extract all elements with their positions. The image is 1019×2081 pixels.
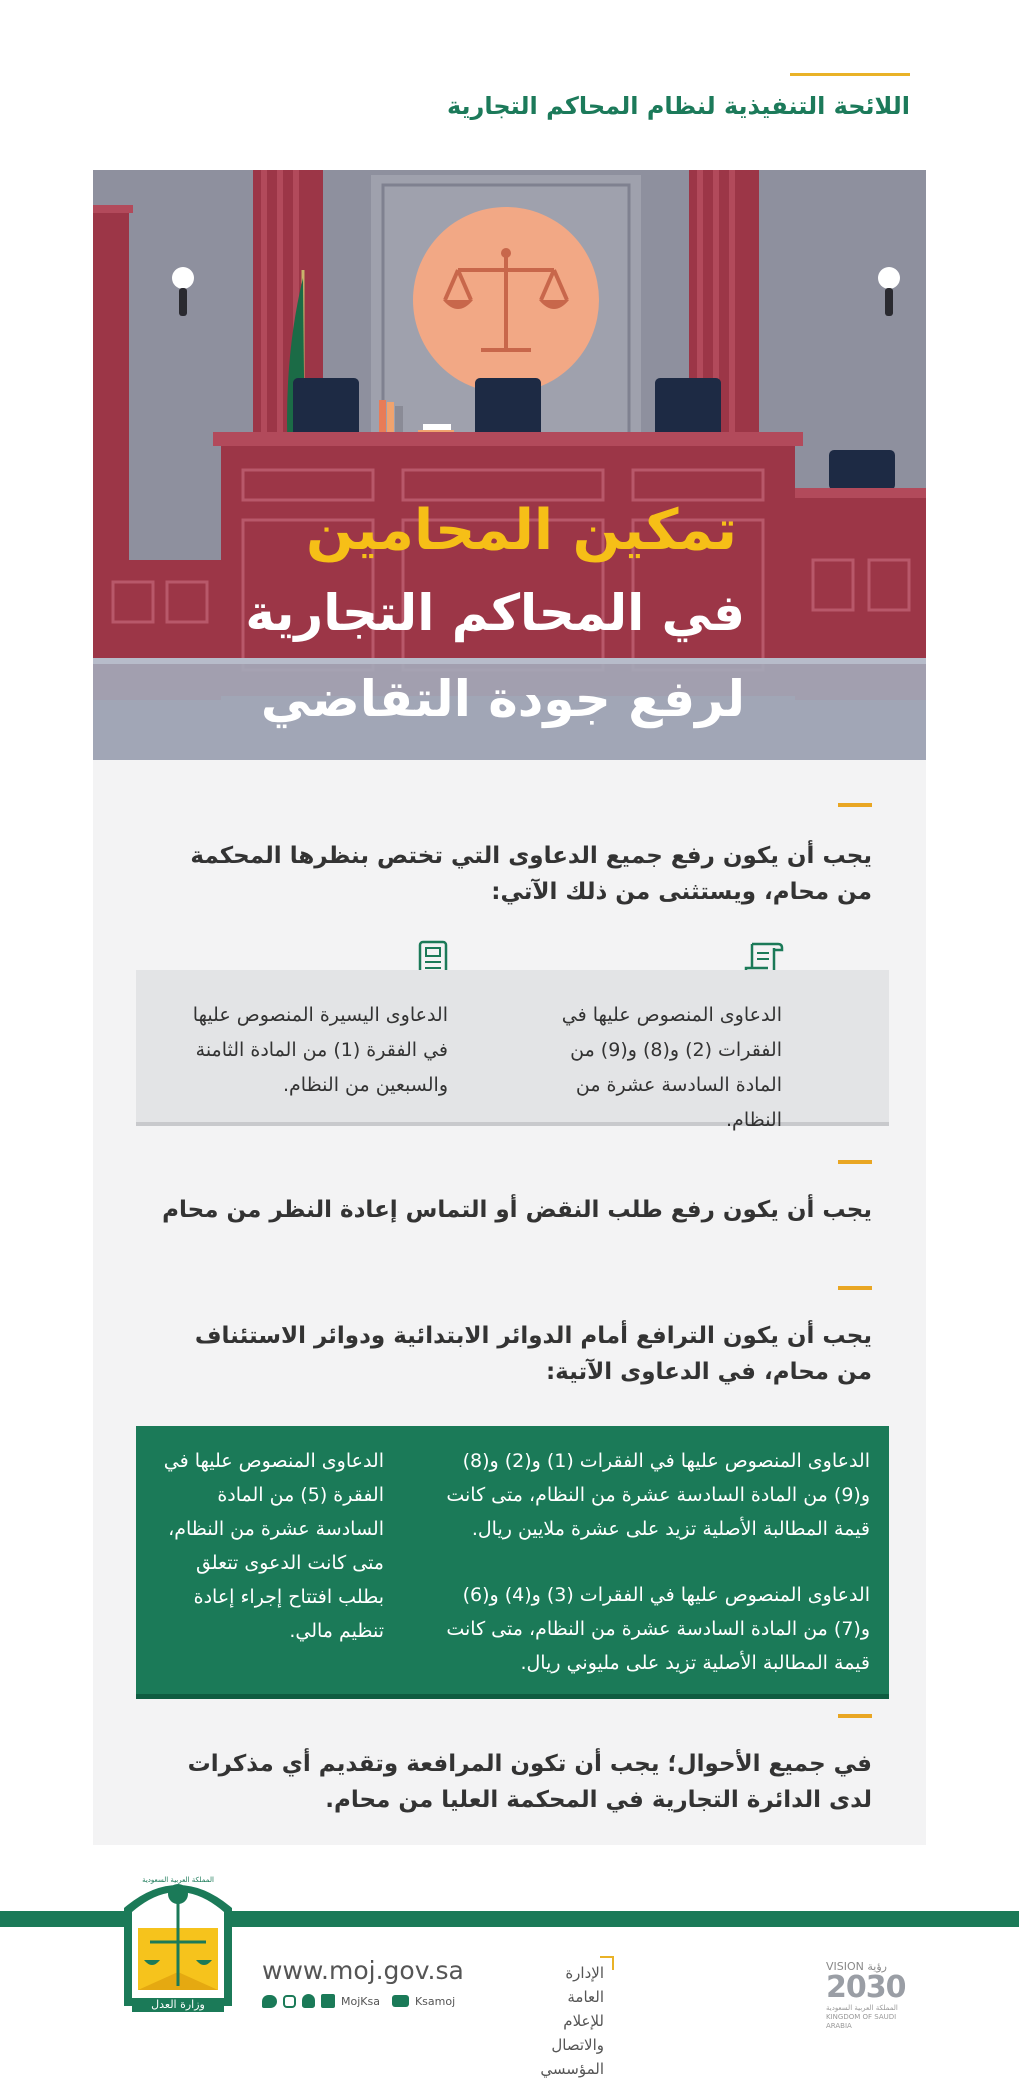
exception-right-text: الدعاوى المنصوص عليها في الفقرات (2) و(8) و(9) من المادة السادسة عشرة من النظام. <box>561 1004 782 1131</box>
section-1-dash <box>838 803 872 807</box>
logo-top-text: المملكة العربية السعودية <box>142 1876 214 1884</box>
youtube-icon[interactable] <box>392 1995 409 2007</box>
ministry-of-justice-logo <box>116 1868 240 2014</box>
appeal-case-left: الدعاوى المنصوص عليها في الفقرة (5) من المادة السادسة عشرة من النظام، متى كانت الدعوى تتعلق بطلب افتتاح إجراء إعادة تنظيم مالي. <box>163 1450 384 1642</box>
hero-title-line-2: في المحاكم التجارية <box>245 584 745 642</box>
appeal-case-right-1: الدعاوى المنصوص عليها في الفقرات (1) و(2) و(8) و(9) من المادة السادسة عشرة من النظام، متى كانت قيمة المطالبة الأصلية تزيد على عشرة ملايين ريال. <box>446 1450 870 1540</box>
social-handle-1: MojKsa <box>341 1994 380 2008</box>
vision-2030-logo: 2030 <box>826 1970 906 2005</box>
section-3-dash <box>838 1286 872 1290</box>
section-2-text: يجب أن يكون رفع طلب النقض أو التماس إعادة النظر من محام <box>162 1197 872 1223</box>
vision-label: VISION رؤية <box>826 1960 887 1973</box>
instagram-icon[interactable] <box>283 1995 296 2008</box>
linkedin-icon[interactable] <box>321 1994 335 2008</box>
exception-left-text: الدعاوى اليسيرة المنصوص عليها في الفقرة (1) من المادة الثامنة والسبعين من النظام. <box>192 1004 448 1096</box>
section-4-dash <box>838 1714 872 1718</box>
vision-subtitle: المملكة العربية السعودية KINGDOM OF SAUDI ARABIA <box>826 2004 898 2030</box>
snapchat-icon[interactable] <box>302 1994 315 2008</box>
section-3-text: يجب أن يكون الترافع أمام الدوائر الابتدائية ودوائر الاستئناف من محام، في الدعاوى الآتية: <box>194 1323 872 1385</box>
page-title: اللائحة التنفيذية لنظام المحاكم التجارية <box>446 92 910 120</box>
hero-title-line-1: تمكين المحامين <box>306 498 737 563</box>
social-links <box>262 1994 455 2008</box>
logo-bottom-text: وزارة العدل <box>151 1998 205 2011</box>
social-handle-2: Ksamoj <box>414 1994 456 2008</box>
hero-title-line-3: لرفع جودة التقاضي <box>260 670 745 728</box>
section-4-text: في جميع الأحوال؛ يجب أن تكون المرافعة وتقديم أي مذكرات لدى الدائرة التجارية في المحكمة العليا من محام. <box>187 1751 872 1813</box>
section-1-text: يجب أن يكون رفع جميع الدعاوى التي تختص بنظرها المحكمة من محام، ويستثنى من ذلك الآتي: <box>190 843 872 905</box>
media-department-name: الإدارة العامة للإعلام والاتصال المؤسسي <box>540 1964 604 2078</box>
website-url[interactable]: www.moj.gov.sa <box>262 1956 464 1985</box>
appeal-case-right-2: الدعاوى المنصوص عليها في الفقرات (3) و(4) و(6) و(7) من المادة السادسة عشرة من النظام، متى كانت قيمة المطالبة الأصلية تزيد على مليوني ريال. <box>446 1584 870 1674</box>
twitter-icon[interactable] <box>262 1995 277 2008</box>
section-2-dash <box>838 1160 872 1164</box>
header-accent-line <box>790 73 910 76</box>
